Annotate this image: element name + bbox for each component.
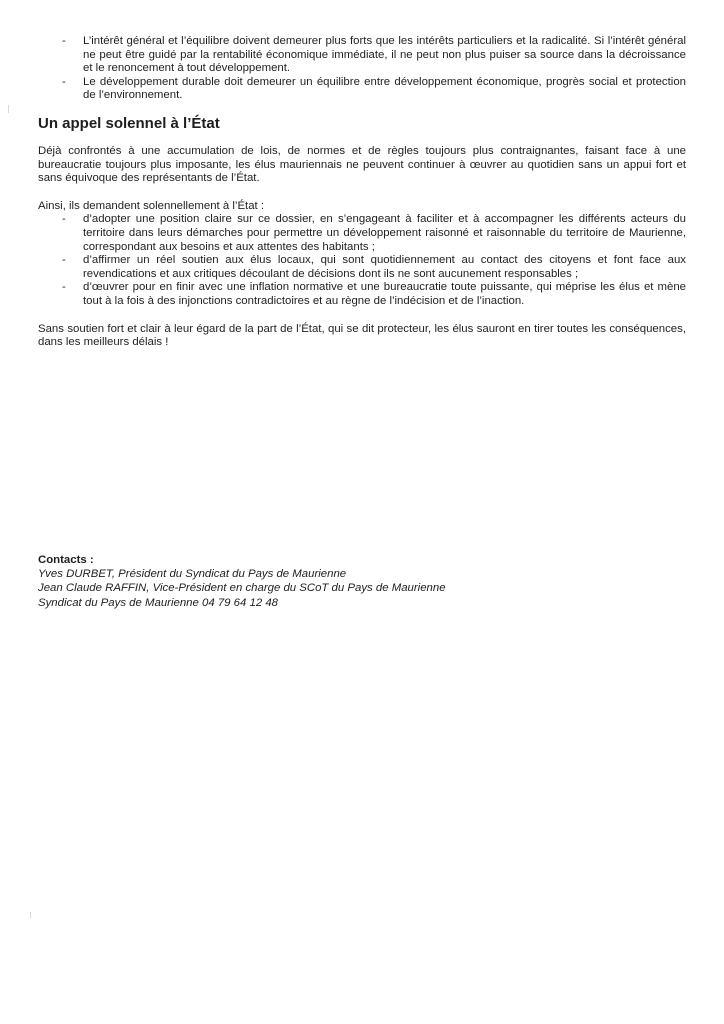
contact-line: Jean Claude RAFFIN, Vice-Président en charge du SCoT du Pays de Maurienne xyxy=(38,582,446,595)
contacts-block xyxy=(38,553,638,610)
demand-item: - d’affirmer un réel soutien aux élus locaux, qui sont quotidiennement au contact des citoyens et font face aux revendications et aux critiques découlant de décisions dont ils ne sont aucunement responsables ; xyxy=(38,254,686,281)
section-title: Un appel solennel à l’État xyxy=(38,114,220,132)
demand-item: - d’adopter une position claire sur ce dossier, en s’engageant à faciliter et à accompagner les différents acteurs du territoire dans leurs démarches pour permettre un développement raisonné et raisonnable du territoire de Maurienne, correspondant aux besoins et aux attentes des habitants ; xyxy=(38,213,686,254)
contact-line: Yves DURBET, Président du Syndicat du Pays de Maurienne xyxy=(38,568,347,581)
contacts-heading: Contacts : xyxy=(38,554,94,566)
scan-artifact xyxy=(8,105,9,113)
document-body xyxy=(38,35,686,350)
intro-bullet-item: - Le développement durable doit demeurer un équilibre entre développement économique, progrès social et protection de l’environnement. xyxy=(38,76,686,103)
scan-artifact xyxy=(30,912,31,918)
demands-intro: Ainsi, ils demandent solennellement à l’État : xyxy=(38,199,265,212)
contact-line: Syndicat du Pays de Maurienne 04 79 64 12 48 xyxy=(38,596,279,609)
demands-list xyxy=(38,213,686,308)
demand-item: - d’œuvrer pour en finir avec une inflation normative et une bureaucratie toute puissante, qui méprise les élus et mène tout à la fois à des injonctions contradictoires et au règne de l’indécision et de l’inaction. xyxy=(38,281,686,308)
intro-bullet-list xyxy=(38,35,686,103)
intro-bullet-item: - L’intérêt général et l’équilibre doivent demeurer plus forts que les intérêts particuliers et la radicalité. Si l’intérêt général ne peut être guidé par la rentabilité économique immédiate, il ne peut non plus puiser sa source dans la décroissance et le renoncement à tout développement. xyxy=(38,35,686,76)
section-paragraph: Déjà confrontés à une accumulation de lois, de normes et de règles toujours plus contraignantes, faisant face à une bureaucratie toujours plus imposante, les élus mauriennais ne peuvent continuer à œuvrer au quotidien sans un appui fort et sans équivoque des représentants de l’État. xyxy=(38,144,686,185)
conclusion-paragraph: Sans soutien fort et clair à leur égard de la part de l’État, qui se dit protecteur, les élus sauront en tirer toutes les conséquences, dans les meilleurs délais ! xyxy=(38,322,686,349)
